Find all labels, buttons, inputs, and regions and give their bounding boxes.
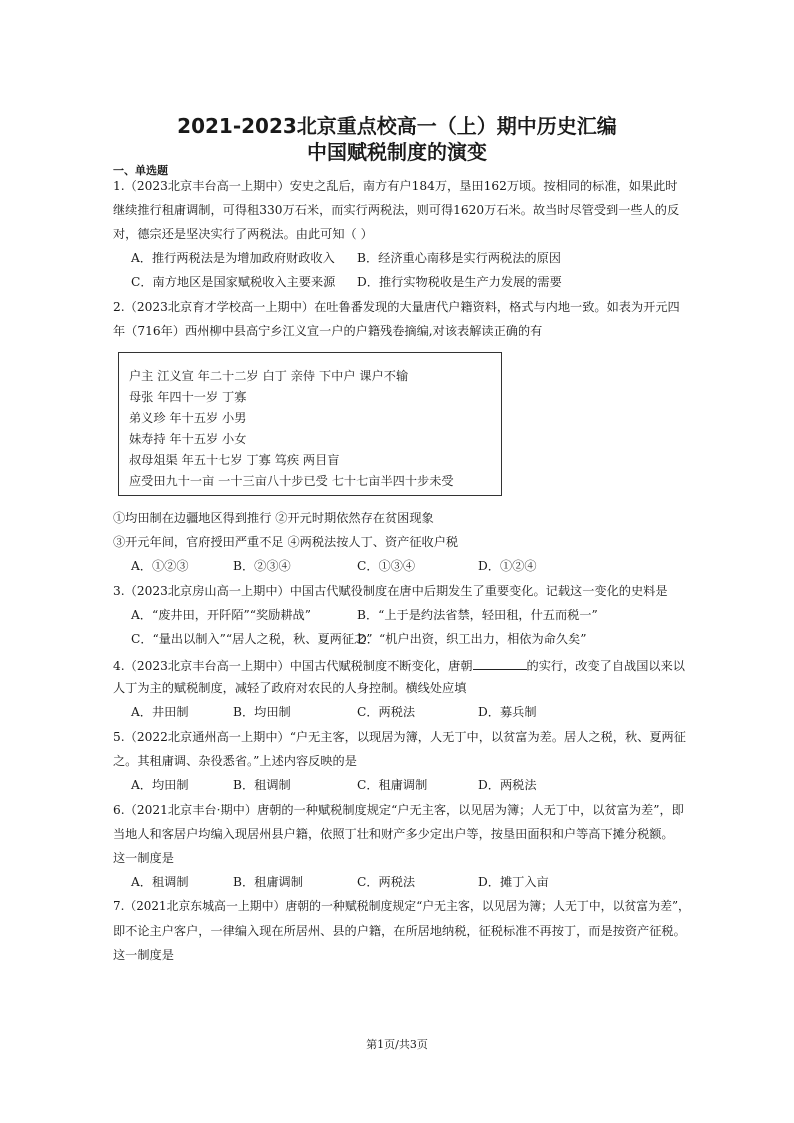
question-6-line-3: 这一制度是	[113, 851, 174, 865]
question-4-option-b: B．均田制	[233, 705, 291, 719]
question-1-line-2: 继续推行租庸调制，可得租330万石米，而实行两税法，则可得1620万石米。故当时尽管受到一些人的反	[113, 203, 680, 217]
question-6-line-1: 6.（2021北京丰台·期中）唐朝的一种赋税制度规定“户无主客，以见居为簿；人无丁中，以贫富为差”，即	[113, 803, 684, 817]
question-3-option-b: B．“上于是约法省禁，轻田租，什五而税一”	[357, 608, 598, 622]
table-row: 户主 江义宣 年二十二岁 白丁 亲侍 下中户 课户不输	[129, 369, 409, 383]
question-2-line-2: 年（716年）西州柳中县高宁乡江义宣一户的户籍残卷摘编,对该表解读正确的有	[113, 324, 543, 338]
question-3-option-c: C．“量出以制入”“居人之税，秋、夏两征之”	[131, 632, 373, 646]
question-2-statement-2: ③开元年间，官府授田严重不足 ④两税法按人丁、资产征收户税	[113, 535, 459, 549]
document-title: 2021-2023北京重点校高一（上）期中历史汇编	[177, 114, 617, 138]
question-6-option-d: D．摊丁入亩	[478, 875, 549, 889]
question-1-option-c: C．南方地区是国家赋税收入主要来源	[131, 275, 336, 289]
question-5-option-a: A．均田制	[131, 778, 189, 792]
question-4-text-b: 的实行，改变了自战国以来以	[526, 659, 685, 673]
question-4-option-d: D．募兵制	[478, 705, 537, 719]
question-2-option-c: C．①③④	[357, 559, 416, 573]
fill-in-blank	[473, 658, 527, 670]
document-subtitle: 中国赋税制度的演变	[307, 140, 487, 164]
question-5-line-2: 之。其租庸调、杂役悉省。”上述内容反映的是	[113, 754, 357, 768]
question-2-option-a: A．①②③	[131, 559, 189, 573]
question-6-option-a: A．租调制	[131, 875, 189, 889]
question-7-line-1: 7.（2021北京东城高一上期中）唐朝的一种赋税制度规定“户无主客，以见居为簿；人无丁中，以贫富为差”，	[113, 899, 690, 913]
question-1-line-1: 1.（2023北京丰台高一上期中）安史之乱后，南方有户184万，垦田162万顷。按相同的标准，如果此时	[113, 179, 678, 193]
question-2-line-1: 2.（2023北京育才学校高一上期中）在吐鲁番发现的大量唐代户籍资料，格式与内地一致。如表为开元四	[113, 300, 680, 314]
question-1-option-a: A．推行两税法是为增加政府财政收入	[131, 251, 335, 265]
question-4-option-c: C．两税法	[357, 705, 416, 719]
household-register-table	[118, 352, 502, 496]
question-6-option-c: C．两税法	[357, 875, 416, 889]
question-2-statement-1: ①均田制在边疆地区得到推行 ②开元时期依然存在贫困现象	[113, 511, 434, 525]
question-4-text-a: 4.（2023北京丰台高一上期中）中国古代赋税制度不断变化，唐朝	[113, 659, 473, 673]
table-row: 应受田九十一亩 一十三亩八十步已受 七十七亩半四十步未受	[129, 474, 454, 488]
question-3-line-1: 3.（2023北京房山高一上期中）中国古代赋役制度在唐中后期发生了重要变化。记载这一变化的史料是	[113, 584, 668, 598]
table-row: 母张 年四十一岁 丁寡	[129, 390, 247, 404]
question-7-line-2: 即不论主户客户，一律编入现在所居州、县的户籍，在所居地纳税，征税标准不再按丁，而是按资产征税。	[113, 924, 686, 938]
question-7-line-3: 这一制度是	[113, 948, 174, 962]
question-1-option-d: D．推行实物税收是生产力发展的需要	[357, 275, 562, 289]
question-6-line-2: 当地人和客居户均编入现居州县户籍，依照丁壮和财产多少定出户等，按垦田面积和户等高下摊分税额。	[113, 827, 674, 841]
question-5-line-1: 5.（2022北京通州高一上期中）“户无主客，以现居为簿，人无丁中，以贫富为差。居人之税，秋、夏两征	[113, 730, 686, 744]
question-5-option-b: B．租调制	[233, 778, 291, 792]
question-5-option-d: D．两税法	[478, 778, 537, 792]
question-2-option-b: B．②③④	[233, 559, 291, 573]
page-number: 第1页/共3页	[366, 1038, 428, 1051]
question-3-option-d: D．“机户出资，织工出力，相依为命久矣”	[357, 632, 587, 646]
question-4-line-1	[113, 658, 685, 672]
table-row: 弟义珍 年十五岁 小男	[129, 411, 247, 425]
question-4-line-2: 人丁为主的赋税制度，减轻了政府对农民的人身控制。横线处应填	[113, 681, 467, 695]
question-1-line-3: 对，德宗还是坚决实行了两税法。由此可知（ ）	[113, 227, 373, 241]
question-5-option-c: C．租庸调制	[357, 778, 428, 792]
question-1-option-b: B．经济重心南移是实行两税法的原因	[357, 251, 561, 265]
question-6-option-b: B．租庸调制	[233, 875, 303, 889]
table-row: 妹寿持 年十五岁 小女	[129, 432, 247, 446]
section-heading: 一、单选题	[113, 164, 168, 177]
table-row: 叔母俎渠 年五十七岁 丁寡 笃疾 两目盲	[129, 453, 340, 467]
question-3-option-a: A．“废井田，开阡陌”“奖励耕战”	[131, 608, 311, 622]
question-2-option-d: D．①②④	[478, 559, 537, 573]
question-4-option-a: A．井田制	[131, 705, 189, 719]
